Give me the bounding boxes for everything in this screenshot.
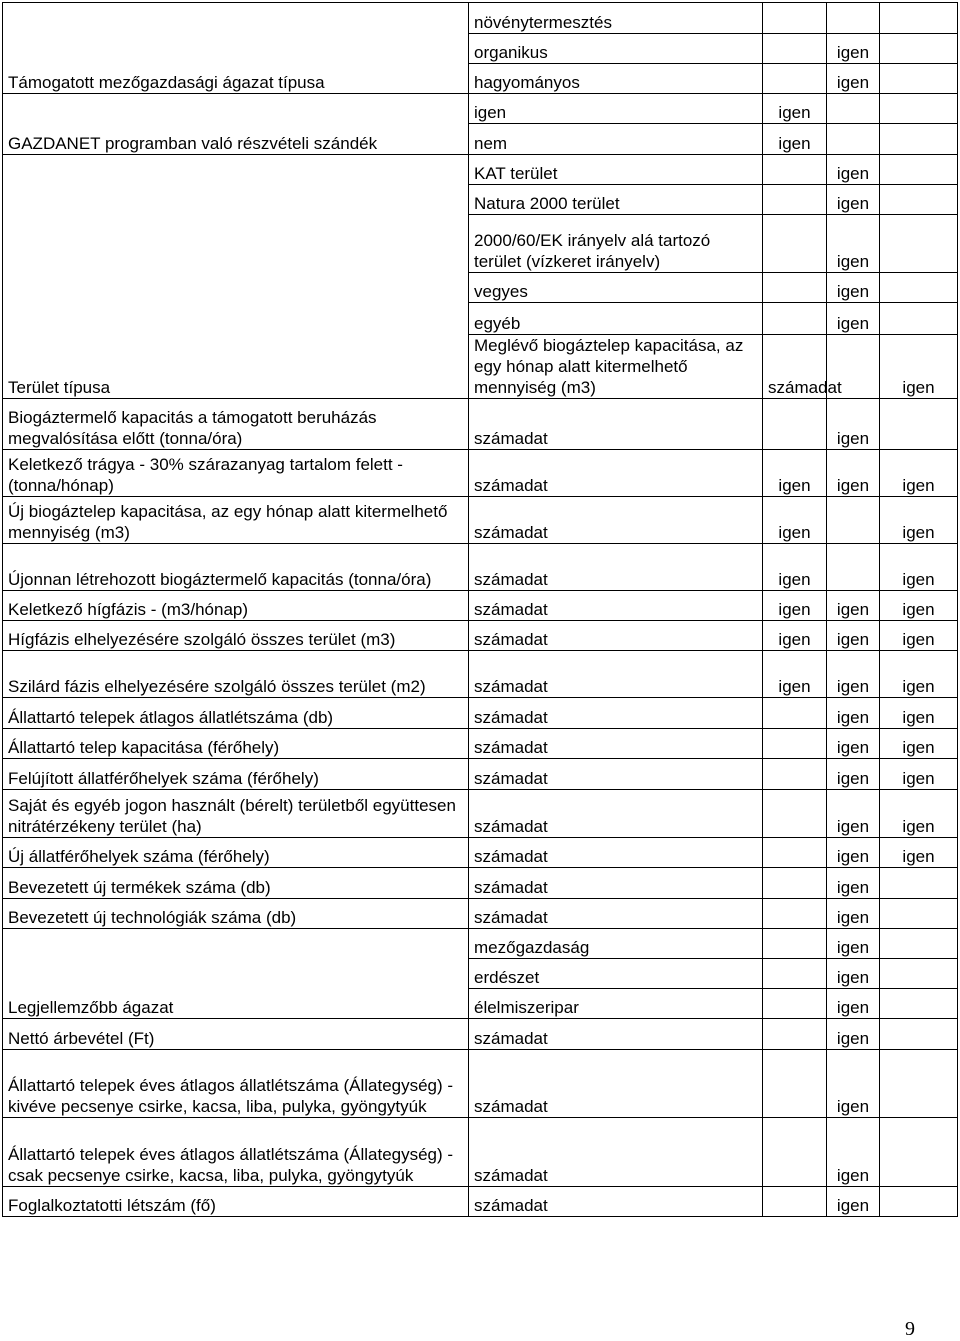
table-row (3, 790, 958, 838)
flag-cell-1 (763, 729, 827, 759)
flag-cell-1 (763, 185, 827, 215)
row-value: KAT terület (469, 155, 763, 185)
table-row (3, 1019, 958, 1050)
row-value: számadat (469, 450, 763, 497)
row-value: számadat (469, 544, 763, 591)
flag-cell-2: igen (827, 450, 880, 497)
flag-cell-2: igen (827, 185, 880, 215)
flag-cell-3 (880, 1019, 958, 1050)
flag-cell-1 (763, 1019, 827, 1050)
flag-cell-2: igen (827, 1050, 880, 1118)
flag-cell-1: igen (763, 94, 827, 124)
row-label: Szilárd fázis elhelyezésére szolgáló összes terület (m2) (3, 651, 469, 698)
table-row (3, 1118, 958, 1187)
row-value: számadat (469, 868, 763, 899)
flag-cell-3 (880, 94, 958, 124)
flag-cell-2: igen (827, 399, 880, 450)
row-value: számadat (469, 698, 763, 729)
flag-cell-1 (763, 1118, 827, 1187)
row-value: mezőgazdaság (469, 929, 763, 959)
row-value: számadat (469, 621, 763, 651)
flag-cell-3: igen (880, 790, 958, 838)
flag-cell-1 (763, 3, 827, 34)
flag-cell-2: igen (827, 273, 880, 303)
row-label: Állattartó telep kapacitása (férőhely) (3, 729, 469, 759)
flag-cell-1 (763, 868, 827, 899)
row-value: számadat (469, 899, 763, 929)
row-value: számadat (469, 1019, 763, 1050)
row-label: Állattartó telepek átlagos állatlétszáma (db) (3, 698, 469, 729)
row-value: számadat (469, 591, 763, 621)
flag-cell-3 (880, 899, 958, 929)
flag-cell-2 (827, 3, 880, 34)
flag-cell-3 (880, 124, 958, 155)
criteria-table (2, 2, 958, 1217)
flag-cell-2 (827, 94, 880, 124)
flag-cell-1 (763, 399, 827, 450)
flag-cell-3: igen (880, 621, 958, 651)
flag-cell-2: igen (827, 790, 880, 838)
table-row (3, 3, 958, 34)
flag-cell-1 (763, 698, 827, 729)
row-value: vegyes (469, 273, 763, 303)
row-label: Keletkező trágya - 30% szárazanyag tartalom felett - (tonna/hónap) (3, 450, 469, 497)
flag-cell-3: igen (880, 729, 958, 759)
row-label: Keletkező hígfázis - (m3/hónap) (3, 591, 469, 621)
flag-cell-1: igen (763, 124, 827, 155)
flag-cell-3: igen (880, 544, 958, 591)
row-label: Felújított állatférőhelyek száma (férőhely) (3, 759, 469, 790)
row-label: Hígfázis elhelyezésére szolgáló összes terület (m3) (3, 621, 469, 651)
table-row (3, 621, 958, 651)
flag-cell-3 (880, 185, 958, 215)
table-row (3, 698, 958, 729)
flag-cell-1 (763, 273, 827, 303)
row-value: számadat (469, 838, 763, 868)
flag-cell-2: igen (827, 959, 880, 989)
flag-cell-3: igen (880, 591, 958, 621)
row-value: organikus (469, 34, 763, 64)
row-label: Nettó árbevétel (Ft) (3, 1019, 469, 1050)
row-value: számadat (469, 497, 763, 544)
table-row (3, 1050, 958, 1118)
row-label: Új állatférőhelyek száma (férőhely) (3, 838, 469, 868)
row-value: számadat (469, 759, 763, 790)
flag-cell-1 (763, 155, 827, 185)
row-value: számadat (469, 1118, 763, 1187)
flag-cell-1 (763, 1187, 827, 1217)
flag-cell-3: igen (880, 450, 958, 497)
flag-cell-1: igen (763, 497, 827, 544)
flag-cell-3: igen (880, 838, 958, 868)
flag-cell-1: igen (763, 621, 827, 651)
row-label: Támogatott mezőgazdasági ágazat típusa (3, 3, 469, 94)
row-label: Legjellemzőbb ágazat (3, 929, 469, 1019)
flag-cell-1: igen (763, 544, 827, 591)
flag-cell-1 (763, 838, 827, 868)
flag-cell-1 (763, 215, 827, 273)
row-label: Bevezetett új technológiák száma (db) (3, 899, 469, 929)
row-value: számadat (469, 1050, 763, 1118)
row-value: élelmiszeripar (469, 989, 763, 1019)
flag-cell-1 (763, 1050, 827, 1118)
flag-cell-1 (763, 303, 827, 335)
flag-cell-2: igen (827, 591, 880, 621)
row-value: 2000/60/EK irányelv alá tartozó terület (vízkeret irányelv) (469, 215, 763, 273)
flag-cell-2: igen (827, 651, 880, 698)
flag-cell-2: igen (880, 335, 958, 399)
flag-cell-2: igen (827, 838, 880, 868)
row-value: növénytermesztés (469, 3, 763, 34)
flag-cell-3 (880, 303, 958, 335)
flag-cell-3: igen (880, 651, 958, 698)
flag-cell-1: igen (763, 591, 827, 621)
flag-cell-2: igen (827, 698, 880, 729)
flag-cell-2: igen (827, 929, 880, 959)
flag-cell-1 (763, 790, 827, 838)
row-value: Natura 2000 terület (469, 185, 763, 215)
flag-cell-1: igen (763, 651, 827, 698)
row-value: számadat (469, 1187, 763, 1217)
row-value: hagyományos (469, 64, 763, 94)
table-row (3, 155, 958, 185)
row-label: Újonnan létrehozott biogáztermelő kapacitás (tonna/óra) (3, 544, 469, 591)
row-label: Meglévő biogáztelep kapacitása, az egy hónap alatt kitermelhető mennyiség (m3) (469, 335, 763, 399)
flag-cell-1 (763, 929, 827, 959)
row-value: számadat (469, 651, 763, 698)
row-value: erdészet (469, 959, 763, 989)
flag-cell-2: igen (827, 215, 880, 273)
flag-cell-3 (880, 3, 958, 34)
table-row (3, 868, 958, 899)
row-value: számadat (469, 790, 763, 838)
flag-cell-2: igen (827, 989, 880, 1019)
flag-cell-2 (827, 544, 880, 591)
flag-cell-3: igen (880, 497, 958, 544)
flag-cell-2: igen (827, 868, 880, 899)
flag-cell-3 (880, 273, 958, 303)
table-row (3, 759, 958, 790)
flag-cell-2 (827, 497, 880, 544)
page-number: 9 (905, 1318, 915, 1340)
row-label: Állattartó telepek éves átlagos állatlétszáma (Állategység) - csak pecsenye csirke, kacsa, liba, pulyka, gyöngytyúk (3, 1118, 469, 1187)
flag-cell-3 (880, 959, 958, 989)
flag-cell-2: igen (827, 621, 880, 651)
row-label: Biogáztermelő kapacitás a támogatott beruházás megvalósítása előtt (tonna/óra) (3, 399, 469, 450)
flag-cell-2 (827, 124, 880, 155)
table-row (3, 544, 958, 591)
flag-cell-3 (880, 34, 958, 64)
flag-cell-3 (880, 1050, 958, 1118)
flag-cell-3 (880, 64, 958, 94)
flag-cell-2: igen (827, 1118, 880, 1187)
flag-cell-2: igen (827, 155, 880, 185)
flag-cell-2: igen (827, 1019, 880, 1050)
row-label: Új biogáztelep kapacitása, az egy hónap alatt kitermelhető mennyiség (m3) (3, 497, 469, 544)
row-label: Foglalkoztatotti létszám (fő) (3, 1187, 469, 1217)
row-value: számadat (469, 729, 763, 759)
table-row (3, 497, 958, 544)
flag-cell-1 (763, 34, 827, 64)
table-row (3, 399, 958, 450)
flag-cell-2: igen (827, 64, 880, 94)
flag-cell-1 (763, 989, 827, 1019)
flag-cell-3 (880, 1118, 958, 1187)
flag-cell-3 (880, 929, 958, 959)
row-label: Terület típusa (3, 155, 469, 399)
table-row (3, 838, 958, 868)
row-label: GAZDANET programban való részvételi szándék (3, 94, 469, 155)
flag-cell-3 (880, 399, 958, 450)
flag-cell-2: igen (827, 729, 880, 759)
table-row (3, 1187, 958, 1217)
flag-cell-2: igen (827, 34, 880, 64)
flag-cell-3: igen (880, 698, 958, 729)
table-row (3, 929, 958, 959)
table-row (3, 591, 958, 621)
row-value: nem (469, 124, 763, 155)
table-row (3, 450, 958, 497)
row-value: igen (469, 94, 763, 124)
flag-cell-2: igen (827, 759, 880, 790)
row-label: Állattartó telepek éves átlagos állatlétszáma (Állategység) - kivéve pecsenye csirke, kacsa, liba, pulyka, gyöngytyúk (3, 1050, 469, 1118)
flag-cell-2: igen (827, 303, 880, 335)
flag-cell-3 (880, 989, 958, 1019)
flag-cell-3: igen (880, 759, 958, 790)
row-value: számadat (763, 335, 827, 399)
table-row (3, 729, 958, 759)
row-label: Bevezetett új termékek száma (db) (3, 868, 469, 899)
flag-cell-1 (763, 759, 827, 790)
flag-cell-1 (763, 959, 827, 989)
flag-cell-1 (763, 899, 827, 929)
flag-cell-2: igen (827, 1187, 880, 1217)
flag-cell-2: igen (827, 899, 880, 929)
table-row (3, 651, 958, 698)
flag-cell-1: igen (763, 450, 827, 497)
row-label: Saját és egyéb jogon használt (bérelt) területből együttesen nitrátérzékeny terület (ha) (3, 790, 469, 838)
flag-cell-3 (880, 215, 958, 273)
table-row (3, 899, 958, 929)
flag-cell-1 (763, 64, 827, 94)
flag-cell-3 (880, 155, 958, 185)
flag-cell-3 (880, 1187, 958, 1217)
table-row (3, 94, 958, 124)
row-value: egyéb (469, 303, 763, 335)
flag-cell-3 (880, 868, 958, 899)
row-value: számadat (469, 399, 763, 450)
